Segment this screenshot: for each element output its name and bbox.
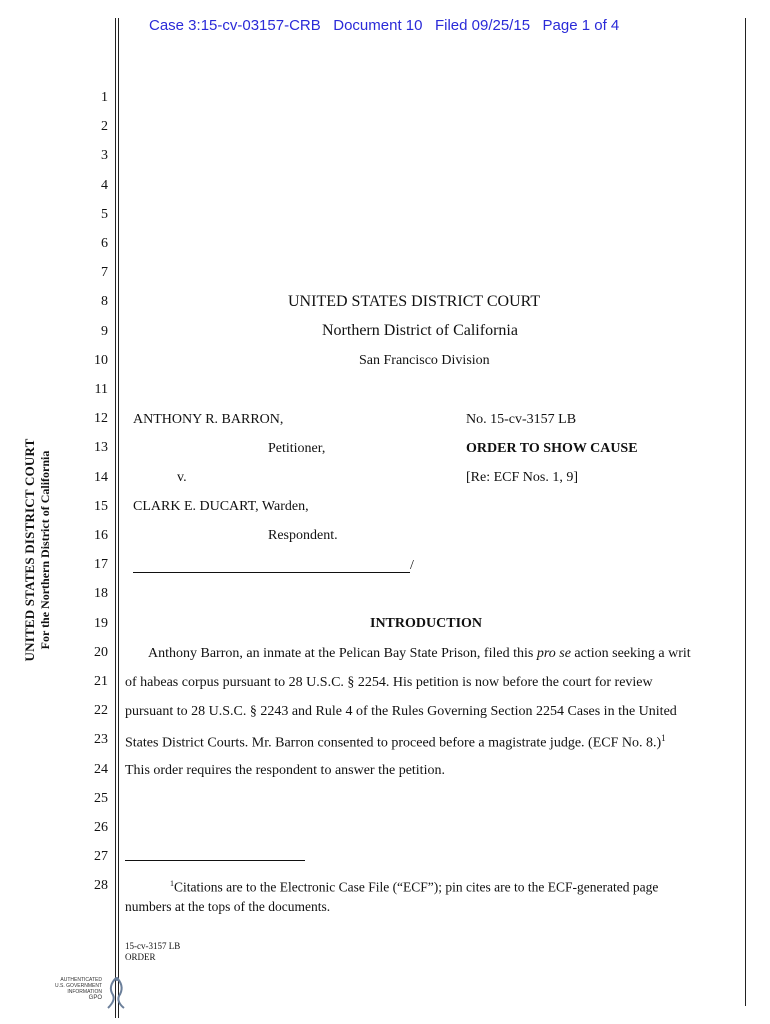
ecf-header: Case 3:15-cv-03157-CRB Document 10 Filed 09/25/15 Page 1 of 4	[149, 17, 620, 34]
section-heading: INTRODUCTION	[370, 616, 483, 631]
gpo-seal-text	[40, 977, 102, 1001]
sidebar-court-name: UNITED STATES DISTRICT COURT	[22, 438, 37, 662]
left-margin-line	[115, 18, 116, 1018]
gpo-seal	[40, 975, 130, 1011]
body-line-24: This order requires the respondent to answer the petition.	[125, 763, 445, 778]
footer-case: 15-cv-3157 LB	[125, 941, 181, 951]
gpo-seal-line-1: AUTHENTICATED	[60, 977, 102, 983]
caption-slash: /	[410, 558, 414, 573]
respondent-role: Respondent.	[268, 528, 338, 543]
line-number: 5	[101, 206, 108, 222]
line-number: 7	[101, 265, 108, 281]
body-line-22: pursuant to 28 U.S.C. § 2243 and Rule 4 of the Rules Governing Section 2254 Cases in the United	[125, 704, 677, 719]
footnote-mark: 1	[170, 879, 174, 888]
footnote-line-1	[170, 879, 658, 896]
right-margin-line	[745, 18, 746, 1006]
line-number: 23	[94, 732, 108, 748]
footnote-ref: 1	[661, 733, 666, 743]
court-division: San Francisco Division	[359, 353, 490, 368]
versus: v.	[177, 470, 187, 485]
line-number: 16	[94, 528, 108, 543]
body-line-23	[125, 733, 666, 752]
gpo-seal-line-4: GPO	[88, 995, 102, 1001]
footnote-rule	[125, 860, 305, 861]
court-sidebar	[22, 340, 62, 760]
footnote-line-2: numbers at the tops of the documents.	[125, 899, 331, 914]
gpo-seal-line-2: U.S. GOVERNMENT	[55, 983, 102, 989]
line-number: 17	[94, 557, 108, 573]
court-name: UNITED STATES DISTRICT COURT	[288, 293, 541, 310]
body-line-20	[148, 646, 691, 662]
body-line-21: of habeas corpus pursuant to 28 U.S.C. § 2254. His petition is now before the court for review	[125, 675, 653, 690]
line-number: 3	[101, 148, 108, 164]
line-number: 22	[94, 703, 108, 719]
body-line-23-text: States District Courts. Mr. Barron consented to proceed before a magistrate judge. (ECF No. 8.)	[125, 735, 662, 751]
page-footer	[125, 941, 180, 963]
line-number: 13	[94, 440, 108, 456]
petitioner-role: Petitioner,	[268, 441, 326, 456]
body-line-20-start: Anthony Barron, an inmate at the Pelican Bay State Prison, filed this	[148, 646, 537, 661]
line-number: 12	[94, 411, 108, 427]
petitioner-name: ANTHONY R. BARRON,	[133, 412, 284, 427]
footer-doc: ORDER	[125, 952, 156, 962]
line-number: 2	[101, 119, 108, 135]
line-number: 11	[94, 382, 108, 397]
footnote-text-1: Citations are to the Electronic Case File (“ECF”); pin cites are to the ECF-generated page	[174, 879, 659, 895]
line-number: 28	[94, 878, 108, 894]
ecf-reference: [Re: ECF Nos. 1, 9]	[466, 470, 578, 485]
line-number: 26	[94, 820, 108, 835]
sidebar-district: For the Northern District of California	[38, 450, 52, 650]
gpo-seal-line-3: INFORMATION	[67, 989, 102, 995]
line-number: 9	[101, 323, 108, 339]
line-number: 8	[101, 294, 108, 310]
line-number: 20	[94, 644, 108, 660]
line-number: 10	[94, 352, 108, 368]
order-title: ORDER TO SHOW CAUSE	[466, 441, 638, 456]
line-number: 6	[101, 236, 108, 251]
body-line-20-italic: pro se	[536, 646, 571, 661]
line-number: 4	[101, 177, 108, 193]
line-number: 15	[94, 498, 108, 514]
line-number: 14	[94, 469, 108, 485]
line-number: 1	[101, 90, 108, 105]
case-number: No. 15-cv-3157 LB	[466, 412, 577, 427]
line-number: 24	[94, 761, 108, 777]
left-margin-line-2	[118, 18, 119, 1018]
line-number: 27	[94, 849, 108, 865]
line-number: 19	[94, 615, 108, 631]
line-number: 21	[94, 674, 108, 689]
line-number: 25	[94, 790, 108, 806]
respondent-name: CLARK E. DUCART, Warden,	[133, 499, 309, 514]
caption-rule	[133, 572, 410, 573]
line-number: 18	[94, 586, 108, 602]
gpo-eagle-icon	[103, 975, 129, 1011]
court-district: Northern District of California	[322, 322, 518, 339]
body-line-20-end: action seeking a writ	[570, 646, 691, 661]
